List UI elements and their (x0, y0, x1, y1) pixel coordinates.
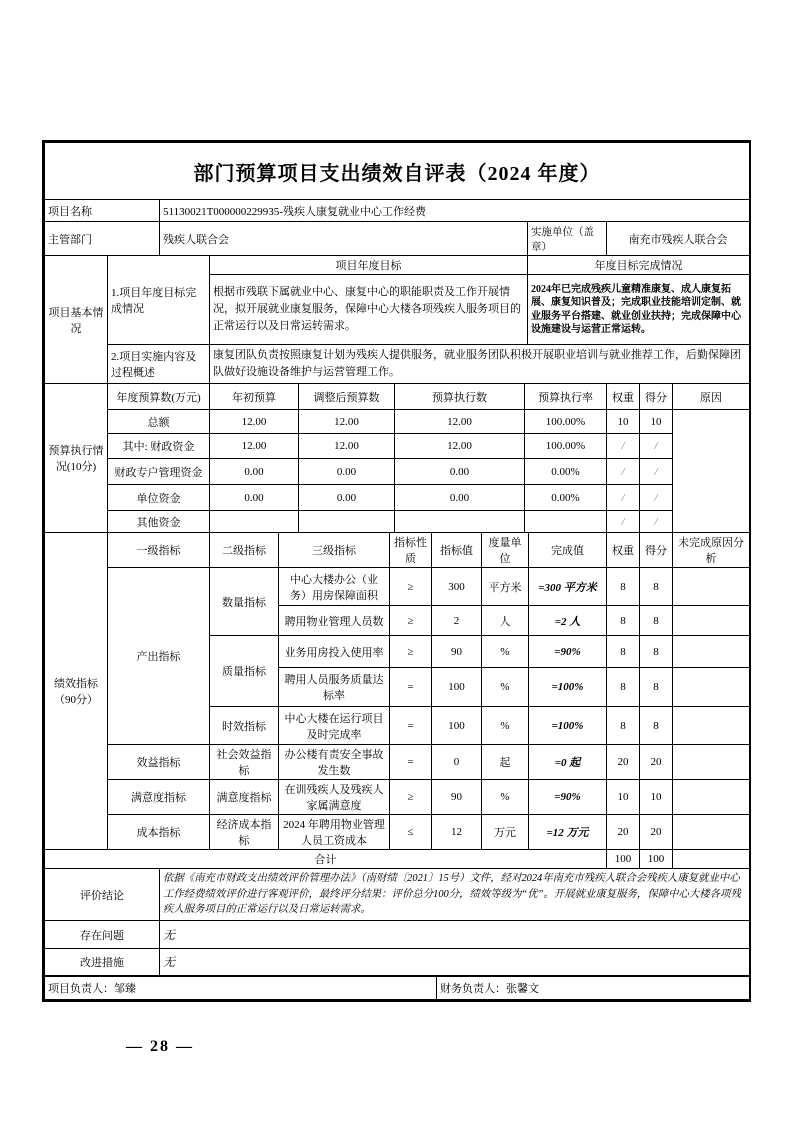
ind-level1-satisfaction: 满意度指标 (108, 780, 210, 815)
implementation-text: 康复团队负责按照康复计划为残疾人提供服务，就业服务团队积极开展职业培训与就业推荐工作，后勤保障团队做好设施设备维护与运营管理工作。 (210, 345, 750, 384)
dept-row (45, 222, 750, 256)
ind-header-reason: 未完成原因分析 (673, 533, 750, 568)
ind-weight-cell: 8 (607, 636, 640, 668)
ind-weight-cell: 20 (607, 745, 640, 780)
budget-weight-cell: 10 (607, 410, 640, 434)
ind-nature-cell: ≥ (390, 780, 432, 815)
goal-header-row (45, 256, 750, 275)
budget-reason-cell (673, 410, 750, 533)
ind-reason-cell (673, 568, 750, 606)
budget-header-weight: 权重 (607, 384, 640, 410)
ind-unit-cell: % (482, 780, 529, 815)
budget-name-cell: 单位资金 (108, 485, 210, 511)
ind-done-cell: =0 起 (529, 745, 607, 780)
header-table (44, 142, 750, 256)
conclusion-row (45, 869, 750, 921)
ind-weight-cell: 8 (607, 606, 640, 636)
ind-score-cell: 20 (640, 745, 673, 780)
impl-unit-value: 南充市残疾人联合会 (607, 222, 750, 256)
budget-adjusted-cell: 12.00 (299, 410, 395, 434)
budget-executed-cell: 12.00 (395, 434, 525, 459)
ind-done-cell: =100% (529, 707, 607, 745)
ind-header-weight: 权重 (607, 533, 640, 568)
ind-header-nature: 指标性质 (390, 533, 432, 568)
budget-rate-cell: 0.00% (525, 485, 607, 511)
ind-score-cell: 20 (640, 815, 673, 850)
total-label: 合计 (45, 850, 607, 869)
indicator-row (45, 815, 750, 850)
budget-header-adjusted: 调整后预算数 (299, 384, 395, 410)
ind-header-unit: 度量单位 (482, 533, 529, 568)
budget-rate-cell: 0.00% (525, 459, 607, 485)
budget-score-cell: / (640, 434, 673, 459)
ind-score-cell: 8 (640, 606, 673, 636)
title-row (45, 143, 750, 200)
goal-text: 根据市残联下属就业中心、康复中心的职能职责及工作开展情况，拟开展就业康复服务，保障中心大楼各项残疾人服务项目的正常运行以及日常运转需求。 (210, 275, 528, 345)
ind-nature-cell: ≥ (390, 636, 432, 668)
project-manager-name: 邹臻 (114, 982, 136, 995)
project-manager-cell (45, 976, 437, 999)
budget-score-cell: / (640, 459, 673, 485)
ind-weight-cell: 20 (607, 815, 640, 850)
signature-table (44, 975, 750, 1000)
ind-header-score: 得分 (640, 533, 673, 568)
ind-unit-cell: 起 (482, 745, 529, 780)
budget-name-cell: 其他资金 (108, 511, 210, 533)
basic-info-table (44, 255, 750, 384)
ind-level3-cell: 中心大楼办公（业务）用房保障面积 (279, 568, 390, 606)
ind-level3-cell: 中心大楼在运行项目及时完成率 (279, 707, 390, 745)
budget-executed-cell (395, 511, 525, 533)
ind-unit-cell: 万元 (482, 815, 529, 850)
ind-nature-cell: = (390, 745, 432, 780)
budget-name-cell: 总额 (108, 410, 210, 434)
conclusion-label: 评价结论 (45, 869, 160, 921)
ind-level3-cell: 业务用房投入使用率 (279, 636, 390, 668)
budget-header-reason: 原因 (673, 384, 750, 410)
improvements-label: 改进措施 (45, 949, 160, 976)
project-manager-label: 项目负责人： (48, 982, 114, 995)
budget-name-cell: 财政专户管理资金 (108, 459, 210, 485)
ind-weight-cell: 8 (607, 707, 640, 745)
signature-row (45, 976, 750, 999)
ind-reason-cell (673, 815, 750, 850)
ind-level2-satisfaction: 满意度指标 (210, 780, 279, 815)
ind-reason-cell (673, 745, 750, 780)
ind-weight-cell: 8 (607, 668, 640, 707)
improvements-row (45, 949, 750, 976)
budget-initial-cell (210, 511, 299, 533)
completion-text: 2024年已完成残疾儿童精准康复、成人康复拓展、康复知识普及；完成职业技能培训定制、就业服务平台搭建、就业创业扶持；完成保障中心设施建设与运营正常运转。 (528, 275, 750, 345)
budget-row-unit (45, 485, 750, 511)
budget-header-score: 得分 (640, 384, 673, 410)
ind-unit-cell: 人 (482, 606, 529, 636)
ind-value-cell: 90 (432, 780, 482, 815)
self-evaluation-table (42, 140, 751, 1002)
budget-rate-cell: 100.00% (525, 410, 607, 434)
budget-header-initial: 年初预算 (210, 384, 299, 410)
ind-level1-benefit: 效益指标 (108, 745, 210, 780)
budget-row-special (45, 459, 750, 485)
ind-weight-cell: 8 (607, 568, 640, 606)
indicator-section-label: 绩效指标（90分） (45, 533, 108, 850)
ind-done-cell: =12 万元 (529, 815, 607, 850)
budget-adjusted-cell: 12.00 (299, 434, 395, 459)
page-number: — 28 — (126, 1038, 194, 1055)
basic-row1-label: 1.项目年度目标完成情况 (108, 256, 210, 345)
indicator-row (45, 780, 750, 815)
indicator-table (44, 532, 750, 869)
ind-reason-cell (673, 636, 750, 668)
project-name-value: 51130021T000000229935-残疾人康复就业中心工作经费 (160, 200, 750, 222)
ind-nature-cell: = (390, 707, 432, 745)
budget-header-rate: 预算执行率 (525, 384, 607, 410)
ind-unit-cell: % (482, 636, 529, 668)
budget-initial-cell: 12.00 (210, 410, 299, 434)
ind-nature-cell: = (390, 668, 432, 707)
ind-score-cell: 10 (640, 780, 673, 815)
ind-level3-cell: 2024 年聘用物业管理人员工资成本 (279, 815, 390, 850)
ind-level2-timeliness: 时效指标 (210, 707, 279, 745)
ind-nature-cell: ≥ (390, 606, 432, 636)
project-name-row (45, 200, 750, 222)
total-row (45, 850, 750, 869)
finance-manager-cell (437, 976, 750, 999)
ind-score-cell: 8 (640, 707, 673, 745)
problems-row (45, 921, 750, 949)
budget-initial-cell: 0.00 (210, 459, 299, 485)
conclusion-table (44, 868, 750, 976)
budget-adjusted-cell: 0.00 (299, 485, 395, 511)
ind-reason-cell (673, 668, 750, 707)
ind-value-cell: 12 (432, 815, 482, 850)
budget-initial-cell: 12.00 (210, 434, 299, 459)
budget-score-cell: / (640, 511, 673, 533)
impl-unit-label: 实施单位（盖章） (528, 222, 607, 256)
budget-header-executed: 预算执行数 (395, 384, 525, 410)
budget-score-cell: / (640, 485, 673, 511)
dept-value: 残疾人联合会 (160, 222, 528, 256)
basic-section-label: 项目基本情况 (45, 256, 108, 384)
budget-executed-cell: 0.00 (395, 459, 525, 485)
ind-level2-quantity: 数量指标 (210, 568, 279, 636)
ind-reason-cell (673, 606, 750, 636)
budget-row-other (45, 511, 750, 533)
ind-score-cell: 8 (640, 568, 673, 606)
budget-rate-cell (525, 511, 607, 533)
implementation-row (45, 345, 750, 384)
ind-header-level2: 二级指标 (210, 533, 279, 568)
conclusion-text: 依据《南充市财政支出绩效评价管理办法》（南财绩〔2021〕15号）文件，经对2024年南充市残疾人联合会残疾人康复就业中心工作经费绩效评价进行客观评价，最终评分结果：评价总分100分，绩效等级为“优”。开展就业康复服务，保障中心大楼各项残疾人服务项目的正常运行以及日常运转需求。 (160, 869, 750, 921)
ind-value-cell: 100 (432, 668, 482, 707)
budget-weight-cell: / (607, 434, 640, 459)
ind-reason-cell (673, 707, 750, 745)
ind-unit-cell: 平方米 (482, 568, 529, 606)
ind-score-cell: 8 (640, 668, 673, 707)
ind-value-cell: 100 (432, 707, 482, 745)
ind-weight-cell: 10 (607, 780, 640, 815)
ind-level2-social: 社会效益指标 (210, 745, 279, 780)
ind-value-cell: 90 (432, 636, 482, 668)
ind-level2-economic: 经济成本指标 (210, 815, 279, 850)
budget-weight-cell: / (607, 459, 640, 485)
ind-reason-cell (673, 780, 750, 815)
ind-unit-cell: % (482, 707, 529, 745)
ind-value-cell: 300 (432, 568, 482, 606)
ind-score-cell: 8 (640, 636, 673, 668)
ind-header-level3: 三级指标 (279, 533, 390, 568)
total-weight: 100 (607, 850, 640, 869)
ind-header-value: 指标值 (432, 533, 482, 568)
project-name-label: 项目名称 (45, 200, 160, 222)
ind-level1-output: 产出指标 (108, 568, 210, 745)
ind-unit-cell: % (482, 668, 529, 707)
ind-done-cell: =300 平方米 (529, 568, 607, 606)
ind-level3-cell: 聘用物业管理人员数 (279, 606, 390, 636)
ind-level3-cell: 聘用人员服务质量达标率 (279, 668, 390, 707)
indicator-row (45, 568, 750, 606)
budget-section-label: 预算执行情况(10分) (45, 384, 108, 533)
ind-level3-cell: 在训残疾人及残疾人家属满意度 (279, 780, 390, 815)
total-score: 100 (640, 850, 673, 869)
completion-header: 年度目标完成情况 (528, 256, 750, 275)
problems-label: 存在问题 (45, 921, 160, 949)
ind-nature-cell: ≤ (390, 815, 432, 850)
budget-weight-cell: / (607, 511, 640, 533)
ind-header-done: 完成值 (529, 533, 607, 568)
budget-row-fiscal (45, 434, 750, 459)
ind-level1-cost: 成本指标 (108, 815, 210, 850)
ind-header-level1: 一级指标 (108, 533, 210, 568)
improvements-value: 无 (160, 949, 750, 976)
budget-score-cell: 10 (640, 410, 673, 434)
indicator-header-row (45, 533, 750, 568)
indicator-row (45, 745, 750, 780)
budget-row-total (45, 410, 750, 434)
problems-value: 无 (160, 921, 750, 949)
budget-name-cell: 其中: 财政资金 (108, 434, 210, 459)
page-title: 部门预算项目支出绩效自评表（2024 年度） (45, 143, 750, 200)
ind-done-cell: =100% (529, 668, 607, 707)
budget-adjusted-cell: 0.00 (299, 459, 395, 485)
budget-executed-cell: 12.00 (395, 410, 525, 434)
basic-row2-label: 2.项目实施内容及过程概述 (108, 345, 210, 384)
budget-header-annual: 年度预算数(万元) (108, 384, 210, 410)
budget-adjusted-cell (299, 511, 395, 533)
finance-manager-label: 财务负责人： (440, 982, 506, 995)
budget-table (44, 383, 750, 533)
ind-done-cell: =90% (529, 780, 607, 815)
budget-header-row (45, 384, 750, 410)
ind-nature-cell: ≥ (390, 568, 432, 606)
budget-rate-cell: 100.00% (525, 434, 607, 459)
finance-manager-name: 张馨文 (506, 982, 539, 995)
total-reason-cell (673, 850, 750, 869)
budget-weight-cell: / (607, 485, 640, 511)
ind-level2-quality: 质量指标 (210, 636, 279, 707)
budget-initial-cell: 0.00 (210, 485, 299, 511)
ind-value-cell: 2 (432, 606, 482, 636)
budget-executed-cell: 0.00 (395, 485, 525, 511)
ind-level3-cell: 办公楼有责安全事故发生数 (279, 745, 390, 780)
ind-done-cell: =90% (529, 636, 607, 668)
goal-header: 项目年度目标 (210, 256, 528, 275)
ind-value-cell: 0 (432, 745, 482, 780)
dept-label: 主管部门 (45, 222, 160, 256)
ind-done-cell: =2 人 (529, 606, 607, 636)
